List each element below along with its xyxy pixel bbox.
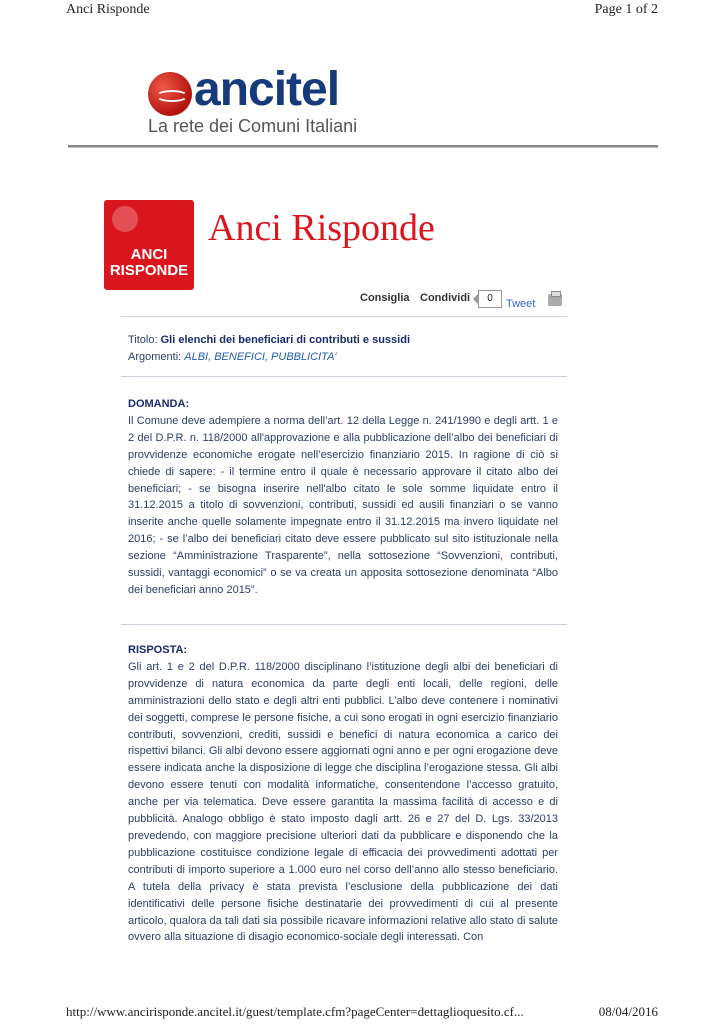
condividi-button[interactable]: Condividi	[420, 292, 471, 304]
argomenti-label: Argomenti:	[128, 351, 185, 363]
share-count-badge: 0	[478, 290, 502, 308]
domanda-heading: DOMANDA:	[128, 398, 190, 410]
print-footer-url: http://www.ancirisponde.ancitel.it/guest/template.cfm?pageCenter=dettaglioquesito.cf...	[66, 1004, 524, 1019]
print-header-page: Page 1 of 2	[594, 2, 658, 17]
risposta-text: Gli art. 1 e 2 del D.P.R. 118/2000 disciplinano l’istituzione degli albi dei beneficiari di provvidenze di natura economica da parte degli enti locali, delle regioni, delle amministrazioni dello stato e degli altri enti pubblici. L’albo deve contenere i nominativi dei soggetti, comprese le persone fisiche, a cui sono erogati in ogni esercizio finanziario contributi, sovvenzioni, crediti, sussidi e benefici di natura economica a carico dei rispettivi bilanci. Gli albi devono essere aggiornati ogni anno e per ogni erogazione deve essere indicata anche la disposizione di legge che disciplina l’erogazione stessa. Gli albi devono essere tenuti con modalità informatiche, consentendone l’accesso gratuito, anche per via telematica. Deve essere garantita la massima facilità di accesso e di pubblicità. Analogo obbligo è stato imposto dagli artt. 26 e 27 del D. Lgs. 33/2013 prevedendo, con maggiore precisione ulteriori dati da pubblicare e disponendo che la pubblicazione costituisce condizione legale di efficacia dei provvedimenti adottati per contributi di importo superiore a 1.000 euro nel corso dell’anno allo stesso beneficiario. A tutela della privacy è stata prevista l’esclusione della pubblicazione dei dati identificativi delle persone fisiche destinatarie dei provvedimenti di cui al presente articolo, qualora da tali dati sia possibile ricavare informazioni relative allo stato di salute ovvero alla situazione di disagio economico-sociale degli interessati. Con	[128, 660, 558, 944]
anci-risponde-badge[interactable]	[104, 200, 194, 290]
argomenti-row	[128, 349, 410, 366]
titolo-row	[128, 332, 410, 349]
divider	[121, 624, 567, 625]
brand-title: Anci Risponde	[208, 207, 435, 249]
print-footer-date: 08/04/2016	[598, 1004, 658, 1019]
ancitel-logo[interactable]	[148, 63, 368, 138]
tweet-button[interactable]: Tweet	[506, 298, 536, 310]
titolo-label: Titolo:	[128, 334, 161, 346]
divider	[121, 316, 567, 317]
print-header-title: Anci Risponde	[66, 2, 150, 17]
consiglia-button[interactable]: Consiglia	[360, 292, 410, 304]
share-bar	[360, 292, 566, 314]
argomenti-value[interactable]: ALBI, BENEFICI, PUBBLICITA'	[184, 351, 337, 363]
domanda-section	[128, 396, 558, 599]
domanda-text: Il Comune deve adempiere a norma dell’art. 12 della Legge n. 241/1990 e degli artt. 1 e 2 del D.P.R. n. 118/2000 all'approvazione e alla pubblicazione dell’albo dei beneficiari di provvidenze economiche erogate nell’esercizio finanziario 2015. In ragione di ciò si chiede di sapere: - il termine entro il quale è necessario approvare il citato albo dei beneficiari; - se bisogna inserire nell'albo citato le sole somme liquidate entro il 31.12.2015 a titolo di sovvenzioni, contributi, sussidi ed ausili finanziari o se vanno inserite anche quelle solamente impegnate entro il 31.12.2015 ma invero liquidate nel 2016; - se l’albo dei beneficiari citato deve essere pubblicato sul sito istituzionale nella sezione “Amministrazione Trasparente”, nella sottosezione “Sovvenzioni, contributi, sussidi, vantaggi economici” o se va creata un apposita sottosezione denominata “Albo dei beneficiari anno 2015”.	[128, 414, 558, 596]
ancitel-tagline: La rete dei Comuni Italiani	[148, 116, 358, 136]
badge-line1: ANCI	[130, 246, 168, 263]
divider	[121, 376, 567, 377]
print-icon[interactable]	[548, 294, 562, 306]
risposta-heading: RISPOSTA:	[128, 644, 188, 656]
badge-line2: RISPONDE	[109, 262, 189, 279]
header-divider-shadow	[68, 147, 658, 148]
badge-emblem-icon	[112, 206, 138, 232]
globe-icon	[148, 72, 192, 116]
risposta-section	[128, 642, 558, 946]
question-meta	[128, 332, 410, 366]
ancitel-wordmark: ancitel	[194, 63, 340, 116]
titolo-value: Gli elenchi dei beneficiari di contributi e sussidi	[160, 334, 410, 346]
